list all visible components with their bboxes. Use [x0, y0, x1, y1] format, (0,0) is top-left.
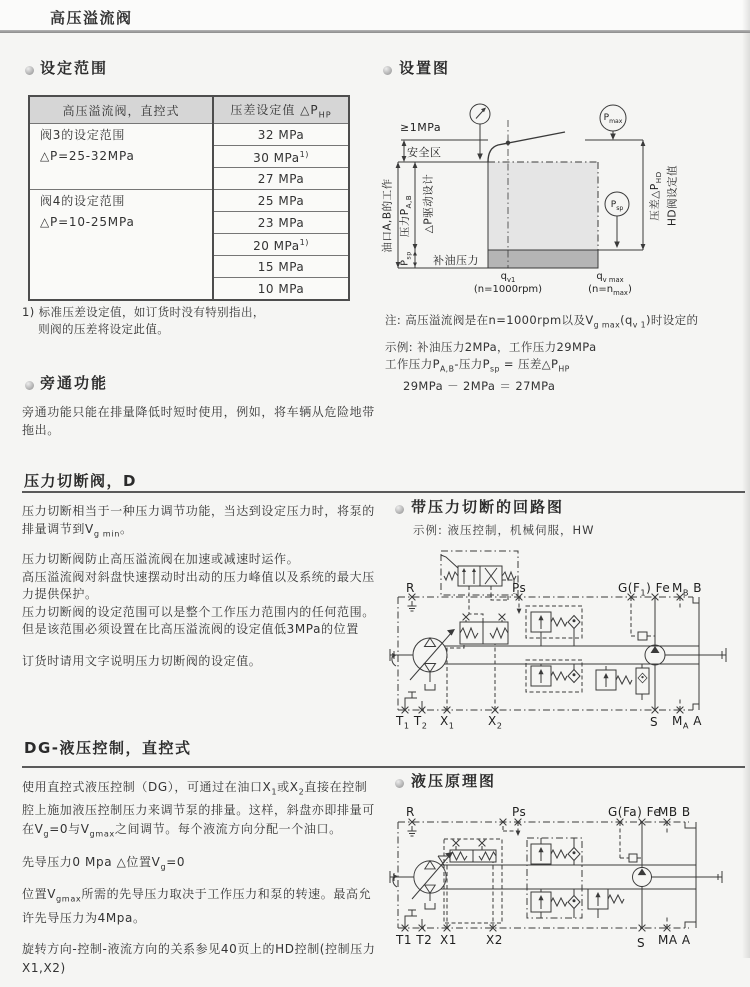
qv1-label: $q_{v1}$ — [500, 271, 516, 284]
bullet-icon — [383, 66, 392, 75]
bypass-heading: 旁通功能 — [40, 374, 109, 392]
pressure-value: 30 MPa$^{1)}$ — [213, 146, 349, 168]
port-label-t1-t2: T1 T2 — [396, 933, 433, 947]
port-label-ma-a: $M_A$ A — [672, 714, 702, 731]
safety-zone-label: 安全区 — [407, 146, 442, 159]
table-header-row — [29, 96, 349, 124]
title-rule — [0, 30, 750, 33]
design-region — [488, 162, 598, 250]
table-row — [29, 124, 349, 146]
valve4-range-line1: 阀4的设定范围 — [40, 194, 126, 208]
psp-label: $P_{sp}$ — [399, 251, 413, 266]
port-label-ps: Ps — [512, 581, 527, 595]
port-label-mb-b: $M_B$ B — [672, 581, 703, 598]
page-title: 高压溢流阀 — [50, 9, 133, 27]
diagram-calc: 29MPa － 2MPa ＝ 27MPa — [403, 378, 556, 393]
setting-diagram — [381, 100, 745, 305]
dg-paragraph: 旋转方向-控制-液流方向的关系参见40页上的HD控制(控制压力X1,X2) — [22, 941, 376, 975]
table-row — [29, 190, 349, 212]
valve3-range-cell — [29, 124, 213, 190]
qv1-sub-label: (n=1000rpm) — [473, 284, 543, 295]
pressure-value: 23 MPa — [213, 212, 349, 234]
diagram-formula: 工作压力$P_{A,B}-$压力$P_{sp}$ = 压差$\triangle P_{HP}$ — [385, 357, 570, 374]
port-label-x2: X2 — [486, 933, 503, 947]
dp-hd-label: 压差$\triangle P_{HD}$ — [648, 171, 664, 221]
bullet-icon — [25, 66, 34, 75]
table-header-right: 压差设定值 $\triangle P_{HP}$ — [213, 96, 349, 124]
bullet-icon — [395, 779, 404, 788]
port-label-x2: $X_2$ — [488, 714, 503, 731]
port-label-t1-t2: $T_1$ $T_2$ — [396, 714, 428, 731]
dg-paragraph: 使用直控式液压控制（DG），可通过在油口$X_1$或$X_2$直接在控制腔上施加液压控制压力来调节泵的排量。这样，斜盘亦即排量可在$V_g=0$与$V_{gmax}$之间调节。每个液流方向分配一个油口。 — [22, 780, 375, 839]
hydraulic-schematic — [386, 795, 746, 955]
pressure-value: 25 MPa — [213, 190, 349, 212]
cutoff-paragraph: 压力切断相当于一种压力调节功能，当达到设定压力时，将泵的排量调节到$V_{g min}$。 — [22, 504, 375, 538]
pressure-value: 20 MPa$^{1)}$ — [213, 234, 349, 256]
table-footnote: 1) 标准压差设定值，如订货时没有特别指出， 则阀的压差将设定此值。 — [22, 305, 265, 336]
schematic-heading: 液压原理图 — [411, 772, 497, 790]
dg-heading: DG-液压控制，直控式 — [24, 739, 192, 757]
hydraulic-schematic-graphic — [386, 795, 746, 955]
setting-diagram-heading: 设置图 — [399, 59, 451, 77]
cutoff-rule — [22, 491, 745, 493]
port-label-r: R — [406, 581, 415, 595]
qvmax-label: $q_{v max}$ — [596, 271, 624, 284]
charge-pressure-region — [488, 250, 598, 268]
port-label-g-fe: $G(F_1)$ Fe — [618, 581, 671, 598]
setting-range-table — [28, 95, 350, 301]
port-label-x1: $X_1$ — [440, 714, 455, 731]
work-pressure-label: 压力$P_{A,B}$ — [398, 194, 414, 238]
dg-paragraph: 位置$V_{gmax}$所需的先导压力取决于工作压力和泵的转速。最高允许先导压力为4Mpa。 — [22, 887, 372, 925]
bullet-icon — [25, 381, 34, 390]
circuit-heading: 带压力切断的回路图 — [411, 498, 565, 516]
port-label-s: S — [650, 715, 659, 729]
psp-circle-label: $P_{sp}$ — [610, 200, 624, 212]
cutoff-paragraph: 高压溢流阀对斜盘快速摆动时出动的压力峰值以及系统的最大压力提供保护。 — [22, 569, 375, 602]
work-ports-label: 油口A,B的工作 — [381, 178, 394, 253]
port-label-mb-b: MB B — [658, 805, 691, 819]
dg-body — [22, 778, 378, 987]
charge-pressure-label: 补油压力 — [433, 254, 479, 267]
port-label-x1: X1 — [440, 933, 457, 947]
dg-rule — [22, 766, 745, 768]
cutoff-heading: 压力切断阀，D — [24, 472, 137, 490]
cutoff-paragraph: 压力切断阀的设定范围可以是整个工作压力范围内的任何范围。但是该范围必须设置在比高压溢流阀的设定值低3MPa的位置 — [22, 604, 375, 637]
port-label-r: R — [406, 805, 415, 819]
table-header-left: 高压溢流阀，直控式 — [29, 96, 213, 124]
diagram-note: 注: 高压溢流阀是在n=1000rpm以及$V_{g max}(q_{v 1})$时设定的 — [385, 313, 699, 330]
circuit-subtitle: 示例: 液压控制，机械伺服，HW — [413, 523, 595, 537]
pressure-value: 15 MPa — [213, 256, 349, 278]
bullet-icon — [395, 505, 404, 514]
bypass-body: 旁通功能只能在排量降低时短时使用，例如，将车辆从危险地带拖出。 — [22, 405, 375, 437]
qvmax-sub-label: $(n=n_{max})$ — [588, 284, 632, 297]
cutoff-body — [22, 503, 376, 679]
pressure-value: 10 MPa — [213, 278, 349, 301]
dg-paragraph: 先导压力0 Mpa △位置$V_g=0$ — [22, 854, 186, 872]
port-label-g-fe: G(Fa) Fe — [608, 805, 662, 819]
diagram-example: 示例: 补油压力2MPa，工作压力29MPa — [385, 340, 597, 355]
cutoff-paragraph: 压力切断阀防止高压溢流阀在加速或减速时运作。 — [22, 552, 300, 567]
pressure-value: 27 MPa — [213, 168, 349, 190]
port-label-s: S — [637, 936, 646, 950]
cutoff-paragraph: 订货时请用文字说明压力切断阀的设定值。 — [22, 653, 262, 668]
pmax-label: $P_{max}$ — [603, 113, 623, 125]
valve3-range-line2: △P=25-32MPa — [40, 149, 135, 163]
cutoff-circuit-graphic — [386, 540, 746, 730]
valve4-range-cell — [29, 190, 213, 301]
valve4-range-line2: △P=10-25MPa — [40, 215, 135, 229]
diagram-notes — [385, 312, 740, 395]
hd-setting-label: HD阀设定值 — [666, 165, 679, 226]
dp-drive-label: △P驱动设计 — [422, 173, 435, 234]
port-label-ma-a: MA A — [658, 933, 691, 947]
cutoff-circuit-diagram — [386, 540, 746, 730]
port-label-ps: Ps — [512, 805, 527, 819]
pressure-value: 32 MPa — [213, 124, 349, 146]
min-gap-label: ≥1MPa — [400, 121, 442, 134]
valve3-range-line1: 阀3的设定范围 — [40, 128, 126, 142]
setting-range-heading: 设定范围 — [40, 59, 109, 77]
